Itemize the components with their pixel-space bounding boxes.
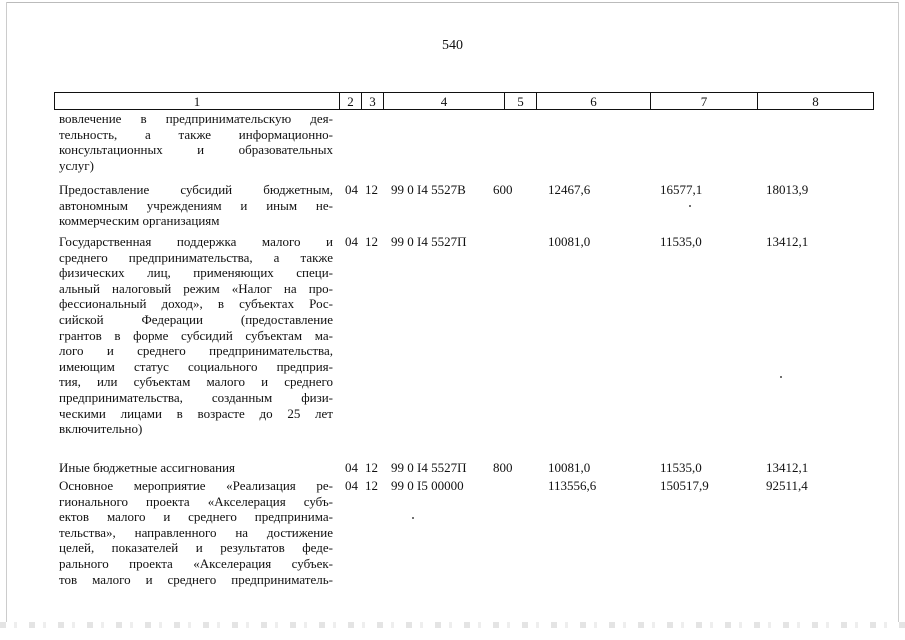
amount-col-8: 13412,1 — [766, 460, 809, 475]
section-code: 04 — [345, 460, 358, 475]
amount-col-7: 16577,1 — [660, 182, 703, 197]
column-header-table — [54, 92, 874, 110]
amount-col-6: 113556,6 — [548, 478, 597, 493]
scan-border-right — [898, 2, 899, 622]
amount-col-6: 12467,6 — [548, 182, 591, 197]
target-article-code: 99 0 I4 5527П — [391, 460, 467, 475]
column-header-5: 5 — [505, 93, 537, 110]
subsection-code: 12 — [365, 234, 378, 249]
amount-col-8: 92511,4 — [766, 478, 808, 493]
target-article-code: 99 0 I4 5527В — [391, 182, 466, 197]
column-header-2: 2 — [340, 93, 362, 110]
scan-speck — [412, 517, 414, 519]
scan-border-left — [6, 2, 7, 622]
row-description: Иные бюджетные ассигнования — [59, 460, 236, 475]
amount-col-8: 18013,9 — [766, 182, 809, 197]
column-header-8: 8 — [758, 93, 874, 110]
scan-artifact-strip — [0, 622, 905, 628]
section-code: 04 — [345, 182, 358, 197]
row-description: вовлечение в предпринимательскую дея- тельность, а также информационно- консультационных и образовательных услуг) — [59, 111, 333, 173]
expense-type-code: 800 — [493, 460, 513, 475]
row-description: Предоставление субсидий бюджетным, автономным учреждениям и иным не- коммерческим организациям — [59, 182, 333, 229]
target-article-code: 99 0 I5 00000 — [391, 478, 464, 493]
subsection-code: 12 — [365, 182, 378, 197]
amount-col-7: 150517,9 — [660, 478, 709, 493]
amount-col-8: 13412,1 — [766, 234, 809, 249]
subsection-code: 12 — [365, 478, 378, 493]
row-description: Государственная поддержка малого и среднего предпринимательства, а также физических лиц, применяющих специ- альный налоговый режим «Налог на про- фессиональный доход», в субъектах Рос- сийской Федерации (предоставление грантов в форме субсидий субъектам ма- лого и среднего предпринимательства, имеющим статус социального предприя- тия, или субъектам малого и среднего предпринимательства, созданным физи- ческими лицами в возрасте до 25 лет включительно) — [59, 234, 333, 437]
column-header-7: 7 — [651, 93, 758, 110]
page-number: 540 — [442, 38, 463, 53]
row-description: Основное мероприятие «Реализация ре- гионального проекта «Акселерация субъ- ектов малого и среднего предпринима- тельства», направленного на достижение целей, показателей и результатов феде- рального проекта «Акселерация субъек- тов малого и среднего предприниматель- — [59, 478, 333, 587]
section-code: 04 — [345, 234, 358, 249]
expense-type-code: 600 — [493, 182, 513, 197]
subsection-code: 12 — [365, 460, 378, 475]
target-article-code: 99 0 I4 5527П — [391, 234, 467, 249]
column-header-6: 6 — [537, 93, 651, 110]
amount-col-7: 11535,0 — [660, 460, 702, 475]
scan-speck — [689, 205, 691, 207]
column-header-4: 4 — [384, 93, 505, 110]
amount-col-6: 10081,0 — [548, 460, 591, 475]
column-header-3: 3 — [362, 93, 384, 110]
column-header-row — [55, 93, 874, 110]
amount-col-6: 10081,0 — [548, 234, 591, 249]
section-code: 04 — [345, 478, 358, 493]
scan-speck — [780, 376, 782, 378]
amount-col-7: 11535,0 — [660, 234, 702, 249]
scan-border-top — [6, 2, 899, 3]
column-header-1: 1 — [55, 93, 340, 110]
